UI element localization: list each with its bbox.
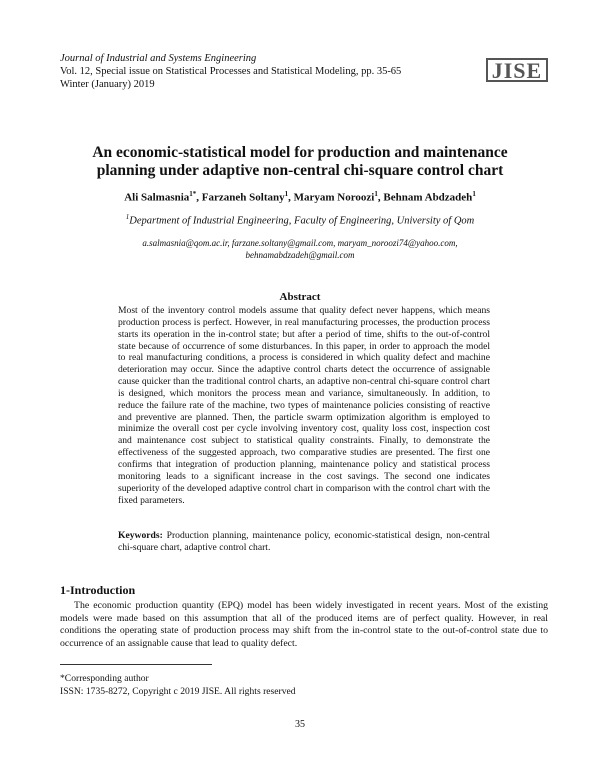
paper-title	[60, 144, 540, 180]
issn-copyright: ISSN: 1735-8272, Copyright c 2019 JISE. All rights reserved	[60, 686, 296, 697]
introduction-paragraph: The economic production quantity (EPQ) model has been widely investigated in recent years. Most of the existing models were made based on this assumption that all of the produced items are of perfect quality. However, in real conditions the operating state of production process may shift from the in-control state to the out-of-control state due to occurrence of an assignable cause that lead to quality defect.	[60, 600, 548, 649]
author-sup: 1	[374, 190, 378, 198]
affiliation-sup: 1	[125, 213, 130, 221]
author-name: Behnam Abdzadeh	[383, 191, 473, 204]
footnote-divider	[60, 664, 212, 665]
affiliation	[60, 213, 540, 227]
corresponding-author-note: *Corresponding author	[60, 673, 149, 684]
journal-name: Journal of Industrial and Systems Engineering	[60, 53, 257, 64]
author-emails	[60, 237, 540, 261]
author-name: Ali Salmasnia	[124, 191, 190, 204]
abstract-body: Most of the inventory control models assume that quality defect never happens, which means production process is perfect. However, in real manufacturing processes, the production process starts its operation in the in-control state; but after a period of time, shifts to the out-of-control state because of occurrence of some disturbances. In this paper, in order to approach the model to real manufacturing conditions, a process is considered in which quality defect and machine deterioration may occur. Since the adaptive control charts detect the occurrence of assignable cause quicker than the traditional control charts, an adaptive non-central chi-square control chart is designed, which monitors the process mean and variance, simultaneously. In addition, to reduce the failure rate of the machine, two types of maintenance policies consisting of reactive and preventive are planned. Then, the particle swarm optimization algorithm is employed to minimize the overall cost per cycle involving inventory cost, quality loss cost, inspection cost and maintenance cost subject to statistical quality constraints. Finally, to demonstrate the effectiveness of the suggested approach, two comparative studies are presented. The first one confirms that integration of production planning, maintenance policy and statistical process monitoring leads to a significant increase in the cost savings. The second one indicates superiority of the developed adaptive control chart in comparison with the control chart with the fixed parameters.	[118, 305, 490, 506]
emails-line-1: a.salmasnia@qom.ac.ir, farzane.soltany@gmail.com, maryam_noroozi74@yahoo.com,	[142, 238, 458, 248]
author-list: Ali Salmasnia$^{1*}$, Farzaneh Soltany$^1$, Maryam Noroozi$^1$, Behnam Abdzadeh$^1$	[124, 190, 476, 204]
keywords	[118, 530, 490, 554]
author-sup: 1*	[189, 190, 197, 198]
section-heading-introduction: 1-Introduction	[60, 583, 136, 597]
author-name: Maryam Noroozi	[293, 191, 375, 204]
author-sup: 1	[472, 190, 476, 198]
keywords-text: Production planning, maintenance policy, economic-statistical design, non-central chi-square chart, adaptive control chart.	[118, 530, 490, 553]
volume-line: Vol. 12, Special issue on Statistical Processes and Statistical Modeling, pp. 35-65	[60, 66, 402, 77]
author-name: Farzaneh Soltany	[201, 191, 285, 204]
author-sup: 1	[284, 190, 289, 198]
abstract-heading: Abstract	[279, 291, 321, 303]
page-number: 35	[295, 719, 305, 730]
journal-header	[60, 52, 401, 91]
title-line-2: planning under adaptive non-central chi-square control chart	[96, 162, 504, 179]
journal-logo: JISE	[486, 58, 548, 82]
emails-line-2: behnamabdzadeh@gmail.com	[245, 250, 355, 260]
title-line-1: An economic-statistical model for production and maintenance	[92, 144, 508, 161]
keywords-label: Keywords:	[118, 530, 163, 541]
affiliation-text: Department of Industrial Engineering, Faculty of Engineering, University of Qom	[129, 215, 475, 227]
footnote	[60, 672, 296, 698]
date-line: Winter (January) 2019	[60, 79, 155, 90]
